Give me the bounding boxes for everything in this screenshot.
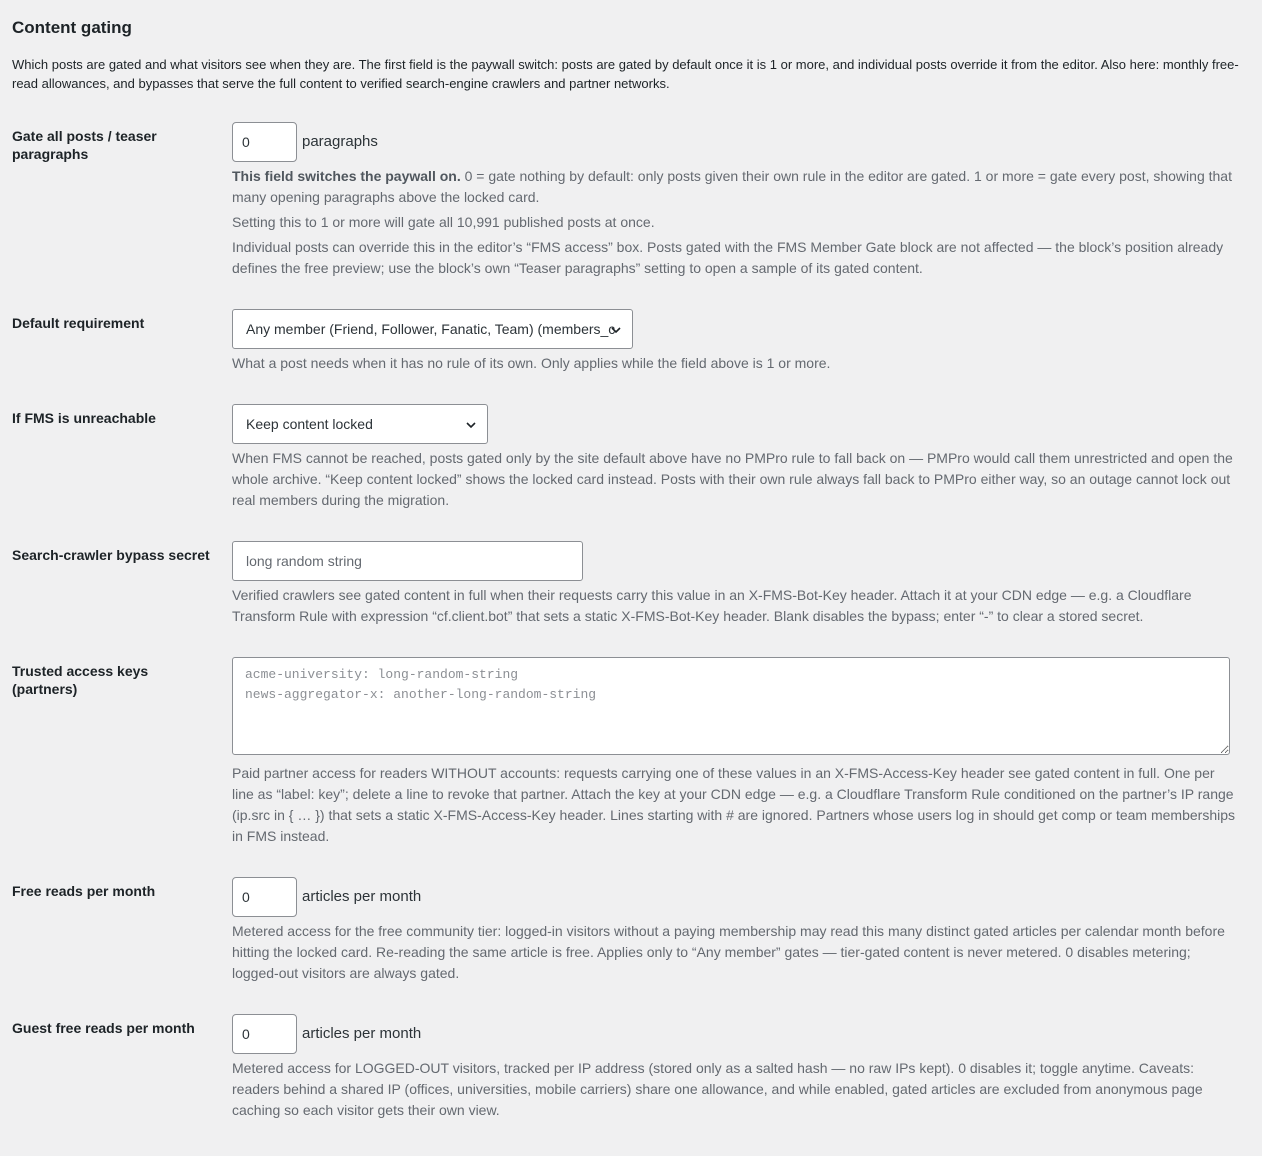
free-reads-input[interactable] [232,877,297,917]
gate-all-input[interactable] [232,122,297,162]
fms-unreachable-select[interactable] [232,404,488,444]
gate-all-desc-strong: This field switches the paywall on. [232,168,461,184]
trusted-keys-description: Paid partner access for readers WITHOUT accounts: requests carrying one of these values in an X-FMS-Access-Key header see gated content in full. One per line as “label: key”; delete a line to revoke that partner. Attach the key at your CDN edge — e.g. a Cloudflare Transform Rule conditioned on the partner’s IP range (ip.src in { … }) that sets a static X-FMS-Access-Key header. Lines starting with # are ignored. Partners whose users log in should get comp or team memberships in FMS instead. [232,765,1235,844]
fms-unreachable-description: When FMS cannot be reached, posts gated only by the site default above have no PMPro rule to fall back on — PMPro would call them unrestricted and open the whole archive. “Keep content locked” shows the locked card instead. Posts with their own rule always fall back to PMPro either way, so an outage cannot lock out real members during the migration. [232,450,1233,508]
crawler-secret-field [232,541,583,581]
section-intro: Which posts are gated and what visitors see when they are. The first field is the paywall switch: posts are gated by default once it is 1 or more, and individual posts override it from the editor. Also here: monthly free-read allowances, and bypasses that serve the full content to verified search-engine crawlers and partner networks. [12,57,1239,91]
free-reads-label: Free reads per month [12,883,156,899]
crawler-secret-input[interactable] [232,541,583,581]
guest-free-reads-description: Metered access for LOGGED-OUT visitors, tracked per IP address (stored only as a salted hash — no raw IPs kept). 0 disables it; toggle anytime. Caveats: readers behind a shared IP (offices, universities, mobile carriers) share one allowance, and while enabled, gated articles are excluded from anonymous page caching so each visitor gets their own view. [232,1060,1203,1118]
gate-all-desc-text: 0 = gate nothing by default: only posts given their own rule in the editor are gated. 1 or more = gate every post, showing that many opening paragraphs above the locked card. [232,168,1232,205]
fms-unreachable-selected: Keep content locked [246,416,373,432]
guest-free-reads-label: Guest free reads per month [12,1020,195,1036]
section-title: Content gating [12,18,132,37]
gate-all-field [232,122,378,162]
chevron-down-icon [610,324,622,336]
crawler-secret-label: Search-crawler bypass secret [12,547,210,563]
trusted-keys-field [232,657,1230,760]
free-reads-description: Metered access for the free community tier: logged-in visitors without a paying membership may read this many distinct gated articles per calendar month before hitting the locked card. Re-reading the same article is free. Applies only to “Any member” gates — tier-gated content is never metered. 0 disables metering; logged-out visitors are always gated. [232,923,1225,981]
fms-unreachable-label: If FMS is unreachable [12,410,156,426]
gate-all-label: Gate all posts / teaser paragraphs [12,128,157,162]
free-reads-suffix: articles per month [302,888,422,905]
trusted-keys-textarea[interactable] [232,657,1230,755]
guest-free-reads-input[interactable] [232,1014,297,1054]
gate-all-override-note: Individual posts can override this in the editor’s “FMS access” box. Posts gated with the FMS Member Gate block are not affected — the block’s position already defines the free preview; use the block’s own “Teaser paragraphs” setting to open a sample of its gated content. [232,239,1224,276]
free-reads-field [232,877,422,917]
gate-all-description [232,166,1238,208]
guest-free-reads-field [232,1014,422,1054]
guest-free-reads-suffix: articles per month [302,1025,422,1042]
gate-all-warning: Setting this to 1 or more will gate all 10,991 published posts at once. [232,214,655,230]
default-requirement-select[interactable] [232,309,633,349]
chevron-down-icon [465,419,477,431]
crawler-secret-description: Verified crawlers see gated content in full when their requests carry this value in an X-FMS-Bot-Key header. Attach it at your CDN edge — e.g. a Cloudflare Transform Rule with expression “cf.client.bot” that sets a static X-FMS-Bot-Key header. Blank disables the bypass; enter “-” to clear a stored secret. [232,587,1192,624]
default-requirement-label: Default requirement [12,315,145,331]
gate-all-suffix: paragraphs [302,133,378,150]
default-requirement-selected: Any member (Friend, Follower, Fanatic, Team) (members_c [246,321,616,337]
trusted-keys-label: Trusted access keys (partners) [12,663,149,697]
default-requirement-description: What a post needs when it has no rule of its own. Only applies while the field above is 1 or more. [232,355,831,371]
